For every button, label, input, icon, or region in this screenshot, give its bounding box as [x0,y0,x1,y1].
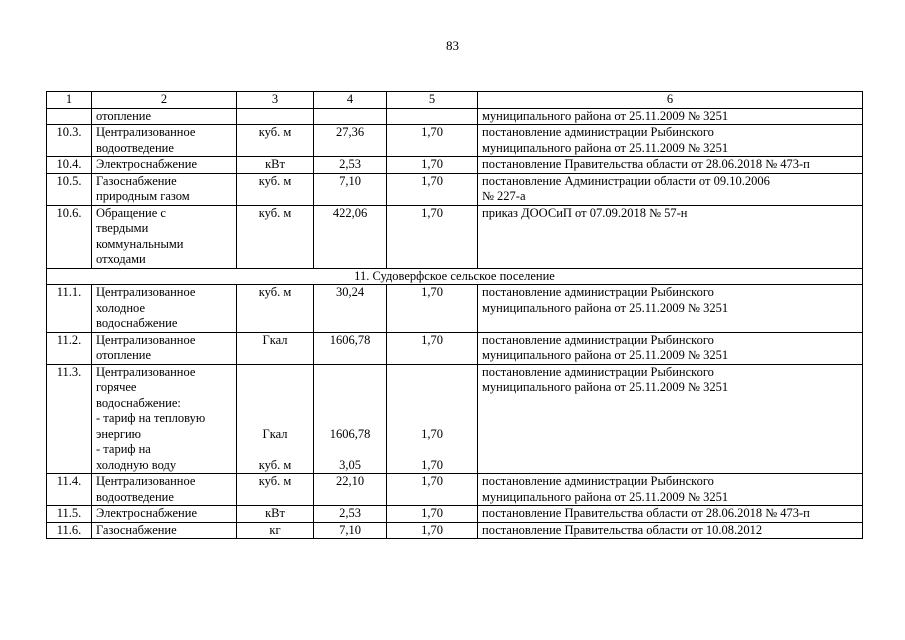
legal-document-line: постановление администрации Рыбинского [482,364,714,379]
unit-line: куб. м [258,125,292,139]
legal-document-line: муниципального района от 25.11.2009 № 3251 [482,380,729,394]
column-number: 4 [314,92,387,109]
legal-document [478,474,863,506]
legal-document [478,205,863,268]
legal-document [478,522,863,539]
unit-line [241,411,309,427]
legal-document-line: постановление Администрации области от 09.10.2006 [482,173,770,188]
growth-index-line [391,411,473,427]
tariff-value-line: 1606,78 [329,426,371,441]
tariff-value-line: 7,10 [339,522,361,537]
growth-index [387,506,478,523]
unit [237,364,314,474]
legal-document [478,108,863,125]
legal-document-line: муниципального района от 25.11.2009 № 3251 [482,108,729,123]
unit [237,474,314,506]
service-name-line: Централизованное [96,332,196,347]
legal-document-line: муниципального района от 25.11.2009 № 3251 [482,348,729,362]
legal-document [478,364,863,474]
row-number: 10.4. [47,157,92,174]
tariff-value [314,157,387,174]
page-number: 83 [446,38,459,53]
service-name [92,173,237,205]
tariff-value-line: 27,36 [335,125,365,139]
column-number-row [47,92,863,109]
legal-document-line: муниципального района от 25.11.2009 № 3251 [482,300,729,315]
service-name-line: коммунальными [96,236,184,251]
legal-document-line: постановление администрации Рыбинского [482,285,714,299]
growth-index-line: 1,70 [421,426,443,441]
growth-index-line: 1,70 [421,457,443,472]
row-number: 11.2. [47,332,92,364]
tariff-value-line: 3,05 [339,457,361,472]
unit-line [241,396,309,412]
service-name [92,332,237,364]
tariff-value [314,522,387,539]
unit-line: куб. м [258,205,292,220]
growth-index-line: 1,70 [421,522,443,537]
tariff-value-line [318,380,382,396]
growth-index [387,108,478,125]
tariff-value-line: 422,06 [332,205,368,220]
table-body-section-11 [47,285,863,539]
service-name-line: отходами [96,252,146,266]
section-row [47,268,863,285]
service-name [92,285,237,333]
legal-document-line: муниципального района от 25.11.2009 № 3251 [482,489,729,504]
tariff-value [314,285,387,333]
legal-document [478,506,863,523]
table-row [47,364,863,474]
tariff-value [314,173,387,205]
unit [237,173,314,205]
service-name-line: природным газом [96,189,190,203]
unit [237,506,314,523]
tariff-value-line: 22,10 [335,474,365,488]
table-row [47,125,863,157]
tariff-value-line [318,365,382,381]
growth-index-line: 1,70 [421,285,443,299]
unit-line [241,365,309,381]
service-name-line: водоснабжение [96,316,178,330]
unit [237,157,314,174]
service-name-line: отопление [96,108,152,123]
growth-index [387,205,478,268]
tariff-value-line: 2,53 [339,157,361,171]
unit-line: кВт [265,157,285,171]
column-number: 5 [387,92,478,109]
tariff-value [314,108,387,125]
row-number: 11.6. [47,522,92,539]
service-name-line: - тариф на тепловую [96,411,206,425]
unit [237,522,314,539]
legal-document [478,157,863,174]
growth-index [387,474,478,506]
unit-line: Гкал [262,426,288,441]
legal-document [478,332,863,364]
tariff-table [46,91,863,539]
legal-document-line: муниципального района от 25.11.2009 № 3251 [482,140,729,155]
tariff-value-line [318,442,382,458]
section-title: 11. Судоверфское сельское поселение [47,268,863,285]
growth-index [387,157,478,174]
growth-index-line: 1,70 [421,157,443,171]
unit [237,125,314,157]
service-name-line: энергию [96,426,142,441]
row-number: 10.3. [47,125,92,157]
growth-index [387,332,478,364]
legal-document [478,125,863,157]
tariff-value [314,205,387,268]
table-row [47,522,863,539]
service-name [92,364,237,474]
service-name [92,205,237,268]
unit-line: куб. м [258,173,292,188]
legal-document-line: постановление администрации Рыбинского [482,332,714,347]
growth-index-line: 1,70 [421,125,443,139]
unit-line: кг [269,522,281,537]
column-number: 2 [92,92,237,109]
growth-index-line: 1,70 [421,332,443,347]
legal-document-line: постановление Правительства области от 10.08.2012 [482,522,763,537]
tariff-value [314,364,387,474]
unit-line [241,380,309,396]
service-name-line: Централизованное [96,125,196,139]
legal-document-line: приказ ДООСиП от 07.09.2018 № 57-н [482,205,688,220]
service-name-line: Электроснабжение [96,506,197,520]
service-name-line: Газоснабжение [96,522,177,537]
service-name-line: водоотведение [96,489,174,504]
growth-index [387,285,478,333]
service-name-line: Обращение с [96,205,166,220]
row-number [47,108,92,125]
growth-index-line: 1,70 [421,173,443,188]
growth-index [387,522,478,539]
row-number: 11.4. [47,474,92,506]
tariff-value-line: 30,24 [335,285,365,299]
service-name-line: твердыми [96,221,149,235]
legal-document-line: постановление администрации Рыбинского [482,125,714,139]
column-number: 1 [47,92,92,109]
legal-document-line: постановление Правительства области от 28.06.2018 № 473-п [482,506,810,520]
service-name [92,108,237,125]
growth-index-line: 1,70 [421,506,443,520]
growth-index [387,173,478,205]
unit-line [241,442,309,458]
tariff-value [314,332,387,364]
tariff-value-line [318,396,382,412]
tariff-value-line [318,109,382,125]
service-name [92,506,237,523]
legal-document [478,285,863,333]
growth-index-line [391,380,473,396]
tariff-value [314,125,387,157]
growth-index [387,364,478,474]
service-name-line: Газоснабжение [96,173,177,188]
row-number: 10.6. [47,205,92,268]
service-name-line: Централизованное [96,285,196,299]
unit-line: Гкал [262,332,288,347]
unit [237,205,314,268]
row-number: 11.3. [47,364,92,474]
unit [237,332,314,364]
tariff-value [314,506,387,523]
table-row [47,157,863,174]
service-name [92,522,237,539]
row-number: 11.1. [47,285,92,333]
column-number: 3 [237,92,314,109]
column-number: 6 [478,92,863,109]
legal-document-line: постановление администрации Рыбинского [482,474,714,488]
service-name-line: холодное [96,300,145,315]
unit-line: куб. м [258,285,292,299]
table-body-section-10 [47,92,863,269]
service-name-line: водоотведение [96,140,174,155]
unit [237,285,314,333]
service-name-line: Централизованное [96,364,196,379]
tariff-value-line [318,411,382,427]
table-row [47,205,863,268]
legal-document-line: № 227-а [482,189,526,203]
growth-index-line [391,109,473,125]
legal-document [478,173,863,205]
service-name-line: отопление [96,348,152,362]
table-row [47,506,863,523]
section-header-body [47,268,863,285]
unit [237,108,314,125]
growth-index-line [391,442,473,458]
growth-index-line [391,365,473,381]
service-name-line: горячее [96,380,137,394]
service-name [92,474,237,506]
service-name-line: Централизованное [96,474,196,488]
unit-line [241,109,309,125]
table-row [47,173,863,205]
table-row [47,108,863,125]
tariff-value [314,474,387,506]
service-name-line: холодную воду [96,457,177,472]
growth-index-line: 1,70 [421,474,443,488]
legal-document-line: постановление Правительства области от 28.06.2018 № 473-п [482,157,810,171]
service-name-line: Электроснабжение [96,157,197,171]
growth-index-line [391,396,473,412]
table-row [47,285,863,333]
table-row [47,332,863,364]
unit-line: куб. м [258,457,292,472]
service-name [92,125,237,157]
service-name [92,157,237,174]
unit-line: куб. м [258,474,292,488]
growth-index-line: 1,70 [421,205,443,220]
tariff-value-line: 7,10 [339,173,361,188]
tariff-value-line: 1606,78 [329,332,371,347]
unit-line: кВт [265,506,285,520]
service-name-line: водоснабжение: [96,395,181,410]
row-number: 11.5. [47,506,92,523]
row-number: 10.5. [47,173,92,205]
table-row [47,474,863,506]
service-name-line: - тариф на [96,442,151,456]
tariff-value-line: 2,53 [339,506,361,520]
growth-index [387,125,478,157]
